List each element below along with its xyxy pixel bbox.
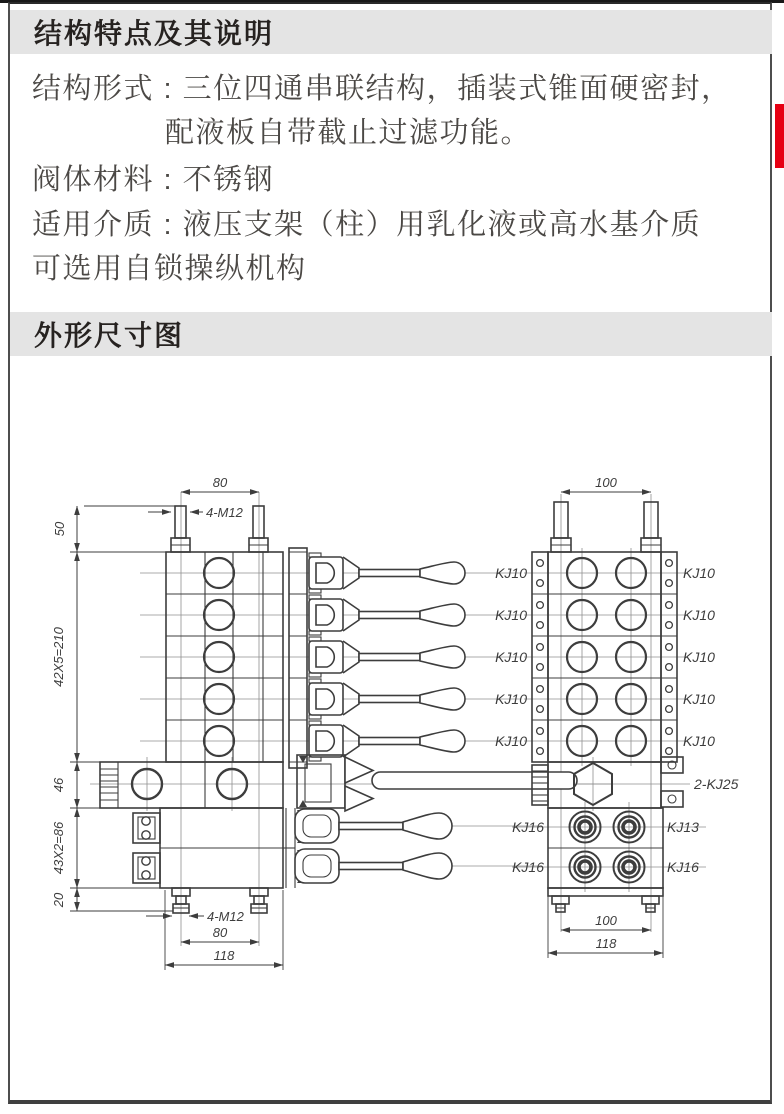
dim-front-bottom-span: 80	[212, 925, 228, 940]
dim-front-overall-width: 118	[213, 948, 235, 963]
side-view	[532, 502, 683, 912]
dim-front-sections-height: 42X5=210	[51, 627, 66, 687]
features-line-5: 可选用自锁操纵机构	[32, 253, 307, 285]
features-line-3: 阀体材料 : 不锈钢	[32, 164, 275, 196]
dim-front-inlet-height: 46	[51, 777, 66, 793]
front-view	[100, 506, 283, 913]
dim-side-top-span: 100	[595, 475, 617, 490]
port-label-kj10: KJ10	[683, 565, 715, 581]
port-label-kj10: KJ10	[683, 691, 715, 707]
dim-front-top-span: 80	[212, 475, 228, 490]
port-label-kj10: KJ10	[495, 565, 527, 581]
centre-lines	[90, 492, 706, 946]
dim-side-overall-width: 118	[595, 936, 617, 951]
port-label-kj10: KJ10	[683, 649, 715, 665]
port-label-kj16: KJ16	[512, 819, 544, 835]
features-line-4: 适用介质 : 液压支架（柱）用乳化液或高水基介质	[32, 209, 702, 241]
port-label-kj10: KJ10	[495, 607, 527, 623]
dim-front-thread-top: 4-M12	[206, 505, 243, 520]
port-label-kj16: KJ16	[512, 859, 544, 875]
control-levers	[283, 548, 577, 888]
port-label-kj10: KJ10	[683, 733, 715, 749]
port-label-kj10: KJ10	[683, 607, 715, 623]
port-label-kj10: KJ10	[495, 691, 527, 707]
port-label-kj10: KJ10	[495, 733, 527, 749]
section-title: 外形尺寸图	[34, 320, 185, 351]
dim-front-thread-bottom: 4-M12	[207, 909, 244, 924]
section-title: 结构特点及其说明	[34, 18, 275, 49]
dim-side-bottom-span: 100	[595, 913, 617, 928]
features-line-2: 配液板自带截止过滤功能。	[165, 117, 532, 149]
port-label-2kj25: 2-KJ25	[694, 776, 739, 792]
dim-front-bottom-stud: 20	[51, 892, 66, 908]
port-label-kj16: KJ16	[667, 859, 699, 875]
port-label-kj13: KJ13	[667, 819, 699, 835]
front-view-dimensions	[51, 475, 283, 970]
dim-front-lower-height: 43X2=86	[51, 821, 66, 875]
port-label-kj10: KJ10	[495, 649, 527, 665]
dim-front-stud-height: 50	[52, 521, 67, 537]
features-line-1: 结构形式 : 三位四通串联结构，插装式锥面硬密封，	[32, 73, 732, 105]
